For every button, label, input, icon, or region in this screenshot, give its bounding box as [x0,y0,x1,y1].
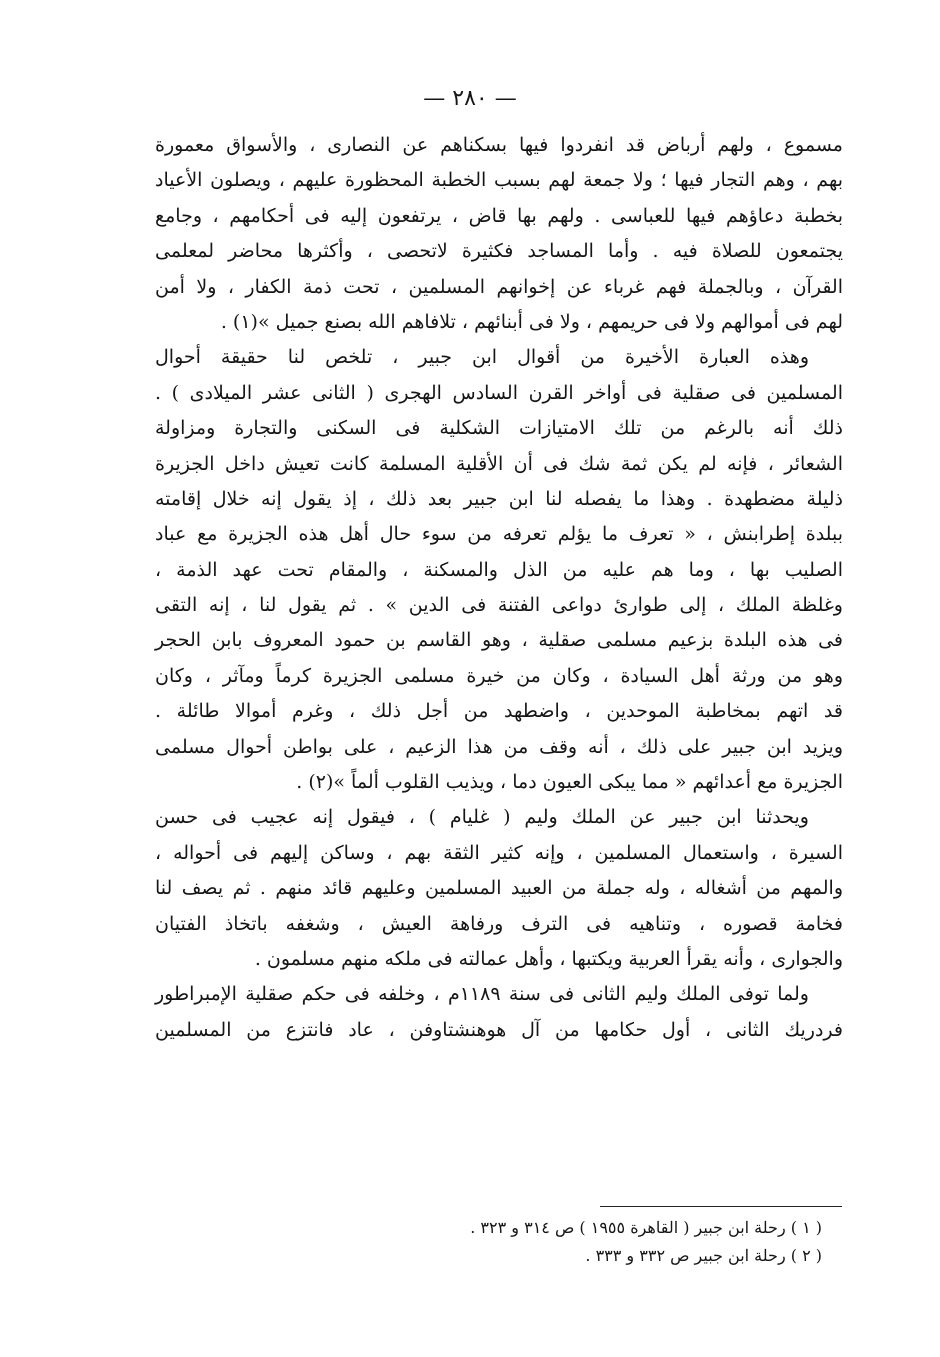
text-line: مسموع ، ولهم أرباض قد انفردوا فيها بسكناهم عن النصارى ، والأسواق معمورة [155,134,843,156]
text-line: والجوارى ، وأنه يقرأ العربية ويكتبها ، وأهل عمالته فى ملكه منهم مسلمون . [254,947,843,970]
body-text [155,128,843,1048]
text-line: فخامة قصوره ، وتناهيه فى الترف ورفاهة العيش ، وشغفه باتخاذ الفتيان [155,912,843,935]
text-line: الصليب بها ، وما هم عليه من الذل والمسكنة ، والمقام تحت عهد الذمة ، [155,558,843,581]
text-line: المسلمين فى صقلية فى أواخر القرن السادس الهجرى ( الثانى عشر الميلادى ) . [155,381,843,404]
text-line: والمهم من أشغاله ، وله جملة من العبيد المسلمين وعليهم قائد منهم . ثم يصف لنا [155,877,843,900]
text-line: القرآن ، وبالجملة فهم غرباء عن إخوانهم المسلمين ، تحت ذمة الكفار ، ولا أمن [155,275,843,298]
footnote-2: ( ٢ ) رحلة ابن جبير ص ٣٣٢ و ٣٣٣ . [585,1246,822,1265]
text-line: فردريك الثانى ، أول حكامها من آل هوهنشتاوفن ، عاد فانتزع من المسلمين [155,1018,843,1041]
text-line: السيرة ، واستعمال المسلمين ، وإنه كثير الثقة بهم ، وساكن إليهم فى أحواله ، [155,841,843,864]
text-line: الجزيرة مع أعدائهم « مما يبكى العيون دما ، ويذيب القلوب ألماً »(٢) . [296,771,843,794]
text-line: بهم ، وهم التجار فيها ؛ ولا جمعة لهم بسبب الخطبة المحظورة عليهم ، ويصلون الأعياد [155,169,843,192]
footnotes [470,1214,822,1270]
text-line: الشعائر ، فإنه لم يكن ثمة شك فى أن الأقلية المسلمة كانت تعيش داخل الجزيرة [155,452,843,475]
paragraph-4 [155,977,843,1048]
footnote-1: ( ١ ) رحلة ابن جبير ( القاهرة ١٩٥٥ ) ص ٣١٤ و ٣٢٣ . [470,1218,822,1237]
footnote-separator [600,1206,842,1207]
text-line: فى هذه البلدة بزعيم مسلمى صقلية ، وهو القاسم بن حمود المعروف بابن الحجر [155,629,843,652]
paragraph-2 [155,340,843,800]
text-line: وغلظة الملك ، إلى طوارئ دواعى الفتنة فى الدين » . ثم يقول لنا ، إنه التقى [155,594,843,617]
text-line: وهو من ورثة أهل السيادة ، وكان من خيرة مسلمى الجزيرة كرماً ومآثر ، وكان [155,664,843,687]
text-line: يجتمعون للصلاة فيه . وأما المساجد فكثيرة لاتحصى ، وأكثرها محاضر لمعلمى [155,240,843,263]
paragraph-3 [155,800,843,977]
text-line: بخطبة دعاؤهم فيها للعباسى . ولهم بها قاض ، يرتفعون إليه فى أحكامهم ، وجامع [155,204,843,227]
text-line: ببلدة إطرابنش ، « تعرف ما يؤلم تعرفه من سوء حال أهل هذه الجزيرة مع عباد [155,523,843,546]
text-line: وهذه العبارة الأخيرة من أقوال ابن جبير ، تلخص لنا حقيقة أحوال [155,346,809,369]
paragraph-1 [155,128,843,340]
text-line: ذليلة مضطهدة . وهذا ما يفصله لنا ابن جبير بعد ذلك ، إذ يقول إنه خلال إقامته [155,487,843,510]
page-number: — ٢٨٠ — [423,86,517,111]
text-line: ويزيد ابن جبير على ذلك ، أنه وقف من هذا الزعيم ، على بواطن أحوال مسلمى [155,735,843,758]
text-line: ولما توفى الملك وليم الثانى فى سنة ١١٨٩م ، وخلفه فى حكم صقلية الإمبراطور [155,983,809,1006]
text-line: لهم فى أموالهم ولا فى حريمهم ، ولا فى أبنائهم ، تلافاهم الله بصنع جميل »(١) . [220,310,843,333]
text-line: ذلك أنه بالرغم من تلك الامتيازات الشكلية فى السكنى والتجارة ومزاولة [155,417,843,440]
text-line: قد اتهم بمخاطبة الموحدين ، واضطهد من أجل ذلك ، وغرم أموالا طائلة . [155,700,843,723]
text-line: ويحدثنا ابن جبير عن الملك وليم ( غليام ) ، فيقول إنه عجيب فى حسن [155,806,809,829]
